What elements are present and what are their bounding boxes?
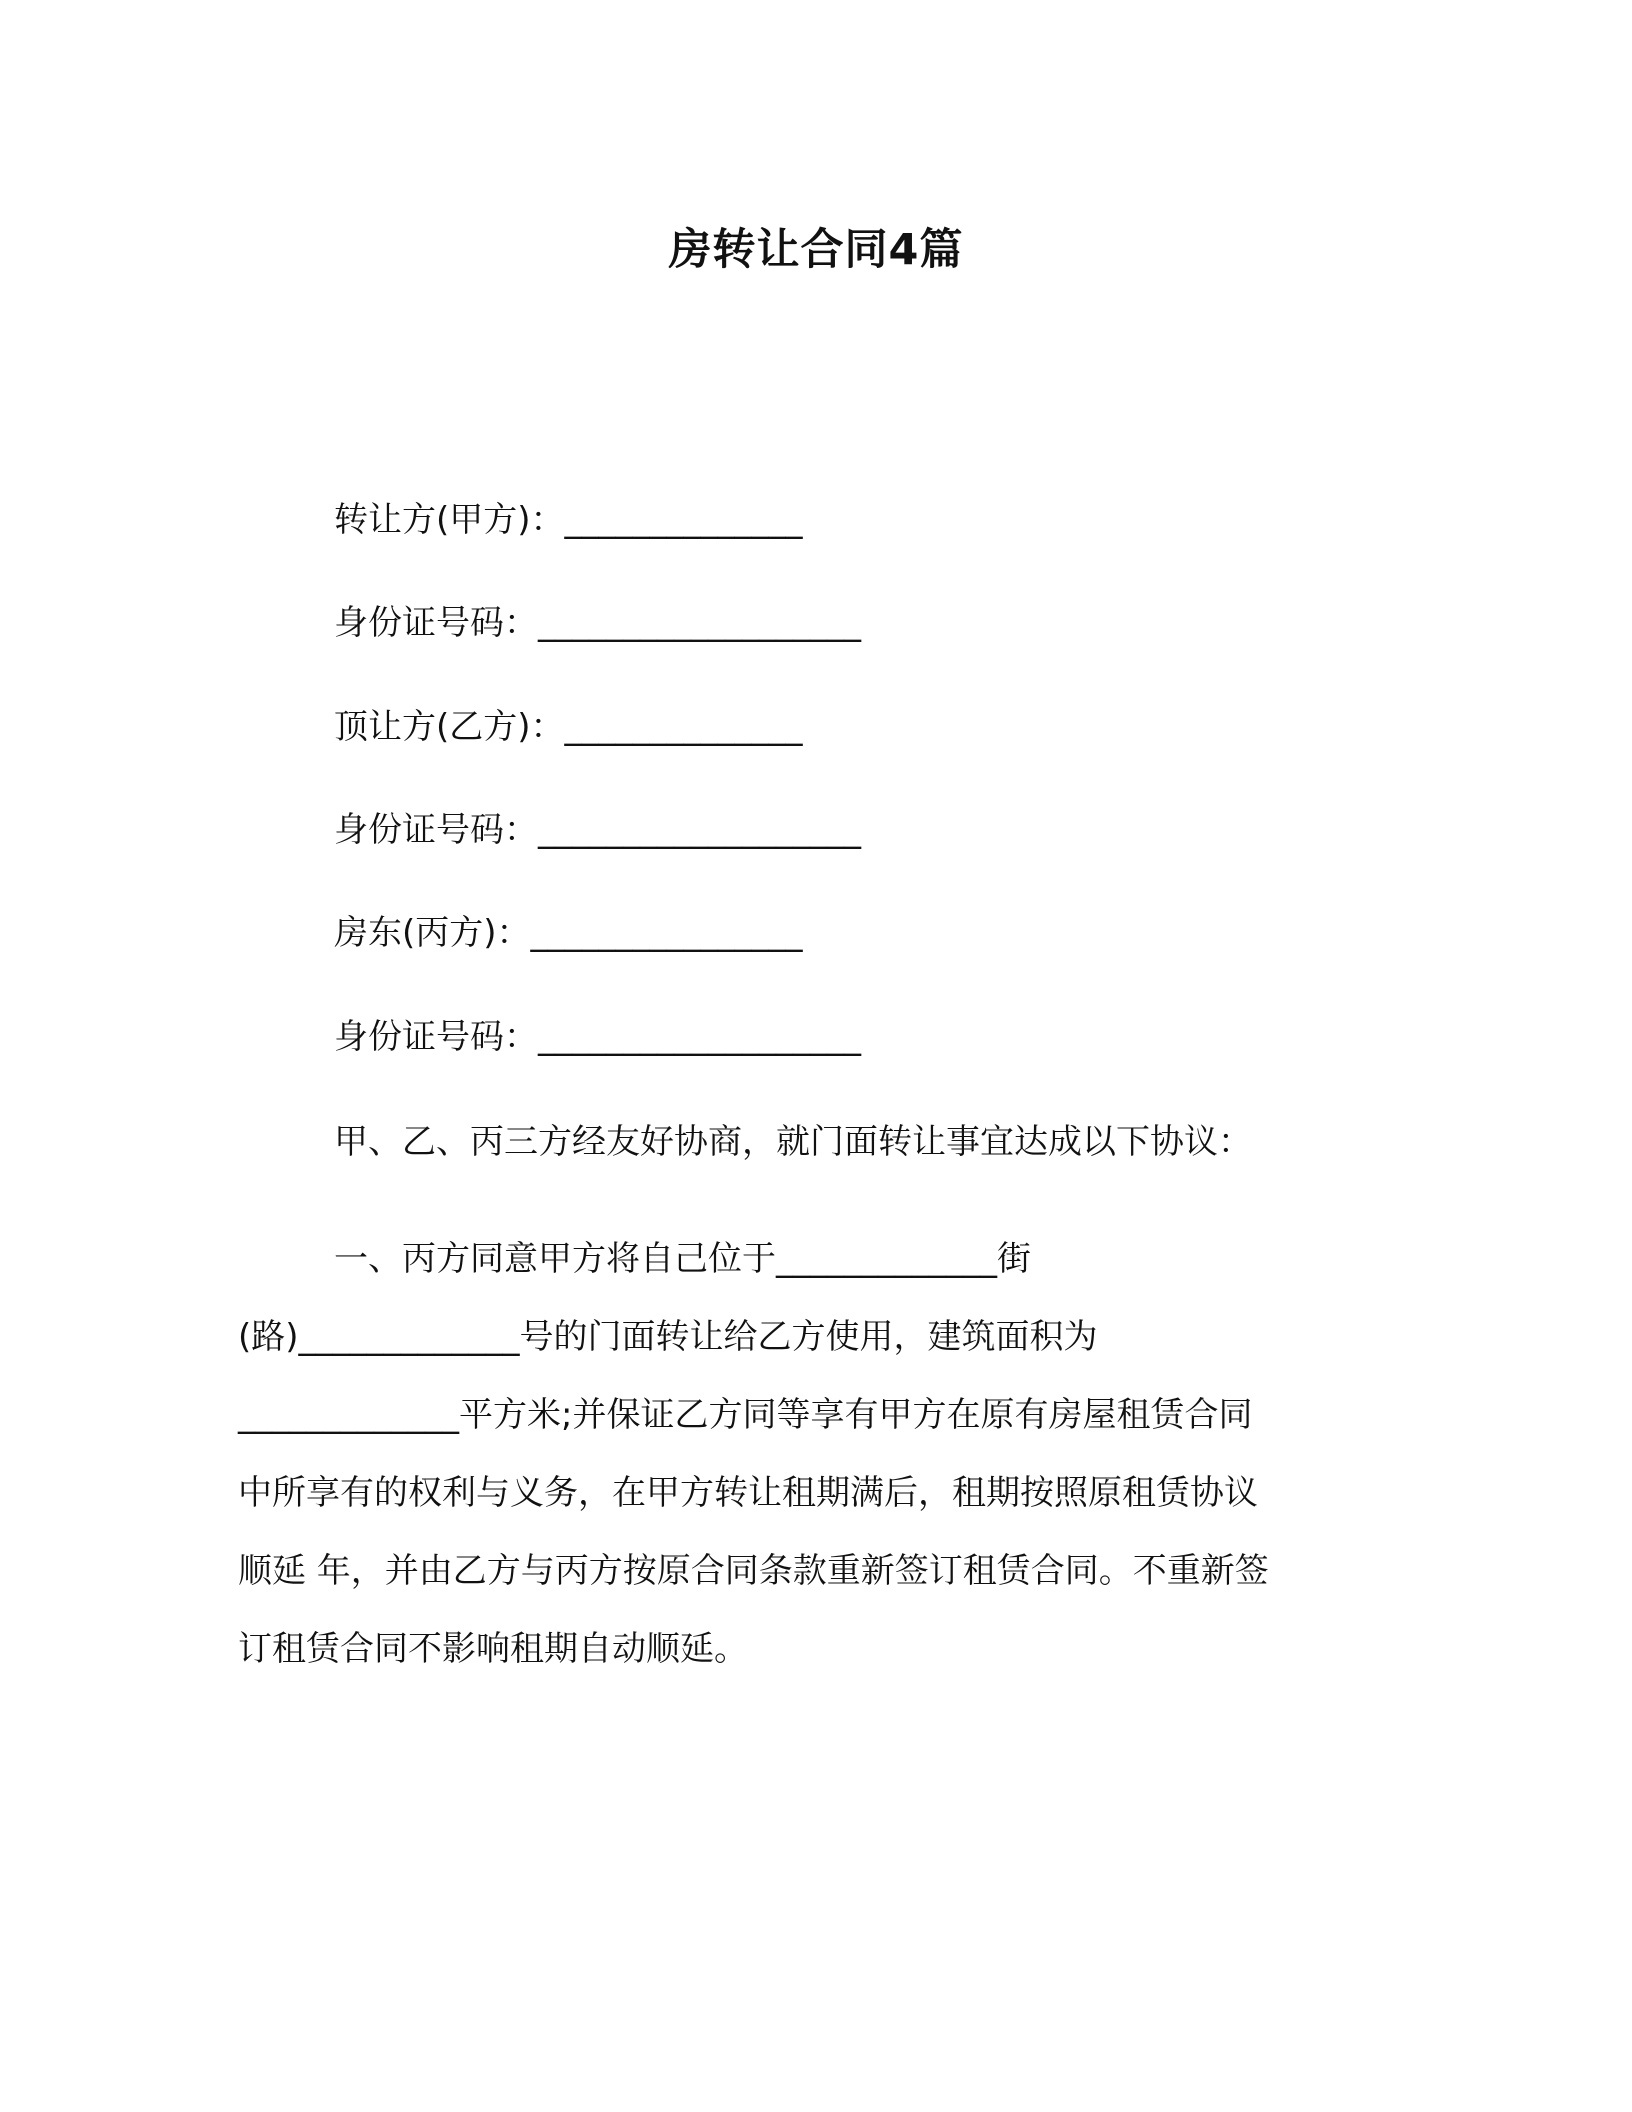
- clause-1-line: (路)_____________号的门面转让给乙方使用，建筑面积为: [238, 1317, 1098, 1357]
- clause-1-line: 订租赁合同不影响租期自动顺延。: [238, 1629, 748, 1669]
- field-transferor-id: 身份证号码：___________________: [334, 603, 861, 643]
- clause-1-line: _____________平方米;并保证乙方同等享有甲方在原有房屋租赁合同: [238, 1395, 1253, 1435]
- agreement-intro: 甲、乙、丙三方经友好协商，就门面转让事宜达成以下协议：: [334, 1122, 1252, 1162]
- clause-1-line: 一、丙方同意甲方将自己位于_____________街: [334, 1239, 1031, 1279]
- document-title: 房转让合同4篇: [668, 225, 964, 275]
- clause-1-line: 顺延 年，并由乙方与丙方按原合同条款重新签订租赁合同。不重新签: [238, 1551, 1269, 1591]
- field-landlord-id: 身份证号码：___________________: [334, 1017, 861, 1057]
- field-transferee: 顶让方(乙方)：______________: [334, 707, 803, 747]
- field-transferee-id: 身份证号码：___________________: [334, 810, 861, 850]
- field-landlord: 房东(丙方)：________________: [334, 913, 803, 953]
- clause-1-paragraph: [238, 1220, 1398, 1688]
- clause-1-line: 中所享有的权利与义务，在甲方转让租期满后，租期按照原租赁协议: [238, 1473, 1258, 1513]
- field-transferor: 转让方(甲方)：______________: [334, 500, 803, 540]
